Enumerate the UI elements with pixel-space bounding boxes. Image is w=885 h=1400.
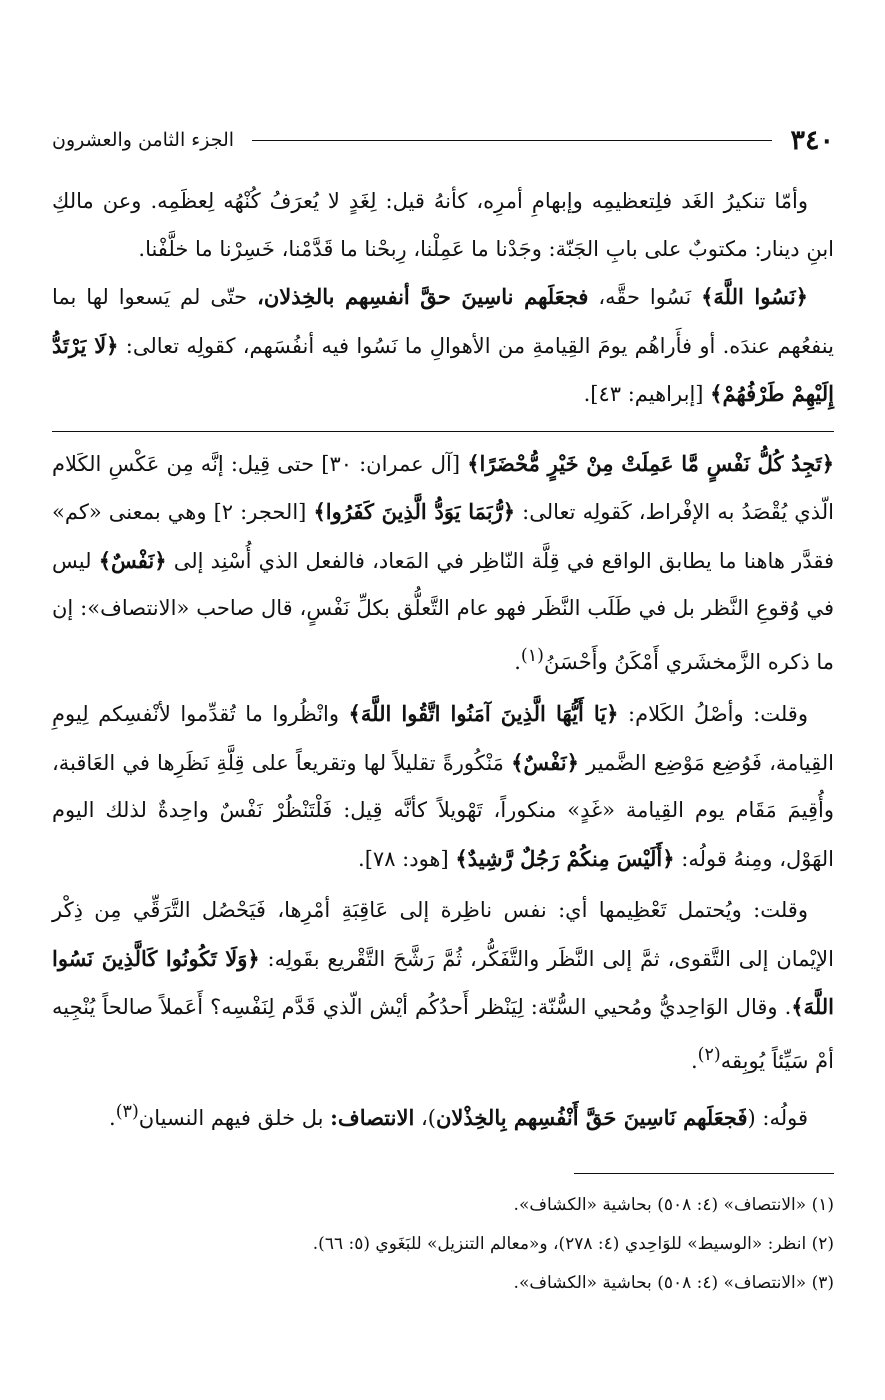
page-number: ٣٤٠ (790, 124, 834, 156)
text-run: قولُه: ( (747, 1106, 808, 1130)
book-page (52, 118, 834, 1303)
quran-quote: ﴿رُّبَمَا يَوَدُّ الَّذِينَ كَفَرُوا﴾ (313, 499, 516, 524)
quran-quote: ﴿نَفْسٌ﴾ (511, 749, 579, 775)
commentary-paragraph-1 (52, 440, 834, 687)
footnote-2: (٢) انظر: «الوسيط» للوَاحِدي (٤: ٢٧٨)، و«معالم التنزيل» للبَغَوي (٥: ٦٦). (312, 1233, 834, 1254)
quran-quote: ﴿يَا أَيُّهَا الَّذِينَ آمَنُوا اتَّقُوا اللَّهَ﴾ (348, 701, 619, 726)
text-run: [آل عمران: ٣٠] حتى قِيل: إنَّه مِن عَكْسِ الكَلام الّذي يُقْصَدُ به الإفْراط، كَقولِه تعالى: (52, 451, 834, 524)
text-run: [الحجر: ٢] وهي بمعنى «كم» فقدَّر هاهنا ما يطابق الواقع في قِلَّة النّاظِر في المَعاد، فالفعل الذي أُسْنِد إلى (52, 500, 835, 573)
footnotes (52, 1186, 834, 1303)
page-header (52, 118, 834, 162)
quran-quote: ﴿لَا يَرْتَدُّ إِلَيْهِمْ طَرْفُهُمْ﴾ (52, 332, 834, 406)
text-run: وقلت: ويُحتمل تَعْظِيمها أي: نفس ناظِرة إلى عَاقِبَةِ أمْرِها، فَيَحْصُل التَّرَقِّي مِن ذِكْر الإيْمان إلى التَّقوى، ثمَّ إلى النَّظَر والتَّفَكُّر، ثُمَّ رَشَّحَ التَّقْريع بقَولِه: (52, 898, 834, 971)
footnote-marker[interactable]: (٢) (697, 1044, 721, 1065)
commentary-paragraph-3 (52, 887, 834, 1085)
text-run: وانْظُروا ما تُقدِّموا لأنْفسِكم لِيومِ القِيامة، فَوُضِع مَوْضِع الضَّمير (52, 702, 835, 775)
text-run: بل خلق فيهم النسيان (138, 1106, 331, 1130)
main-paragraph-1: وأمّا تنكيرُ الغَد فلِتعظيمِه وإبهامِ أمرِه، كأنهُ قيل: لِغَدٍ لا يُعرَفُ كُنْهُه لِعظَمِه. وعن مالكِ ابنِ دينار: مكتوبٌ على بابِ الجَنّة: وجَدْنا ما عَمِلْنا، رِبحْنا ما قَدَّمْنا، خَسِرْنا ما خلَّفْنا. (52, 189, 834, 261)
quran-quote: ﴿أَلَيْسَ مِنكُمْ رَجُلٌ رَّشِيدٌ﴾ (455, 845, 675, 871)
text-run: مَنْكُورةً تقليلاً لها وتقريعاً على قِلَّةِ نَظَرِها في العَاقبة، وأُقِيمَ مَقَام يوم القِيامة «غَدٍ» منكوراً، تَهْويلاً كأنَّه قِيل: فَلْتَنْظُرْ نَفْسٌ واحِدةٌ لذلك اليوم الهَوْل، ومِنهُ قولُه: (52, 750, 834, 871)
text-run: . (690, 1048, 698, 1073)
text-run: . وقال الوَاحِديُّ ومُحيي السُّنّة: لِيَنْظر أَحدُكُم أيْش الّذي قَدَّم لِنَفْسِه؟ أَعَملاً صالحاً يُنْجِيه أمْ سَيِّئاً يُوبِقه (52, 995, 834, 1073)
bold-phrase: الانتصاف: (330, 1105, 415, 1130)
quran-quote: ﴿تَجِدُ كُلُّ نَفْسٍ مَّا عَمِلَتْ مِنْ خَيْرٍ مُّحْضَرًا﴾ (467, 450, 835, 476)
text-run: . (109, 1106, 116, 1130)
text-run: )، (414, 1106, 436, 1130)
verse-reference: [إبراهيم: ٤٣]. (583, 382, 711, 406)
quran-quote: ﴿نَفْسٌ﴾ (98, 547, 167, 573)
footnote-marker[interactable]: (٣) (115, 1102, 139, 1122)
footnote-3: (٣) «الانتصاف» (٤: ٥٠٨) بحاشية «الكشاف». (513, 1272, 834, 1293)
quran-quote: ﴿نَسُوا اللَّهَ﴾ (701, 284, 808, 309)
text-run: حتّى لم يَسعوا لها بما ينفعُهم عندَه. أو فأَراهُم يومَ القِيامةِ من الأهوالِ ما نَسُوا فيه أنفُسَهم، كقولِه تعالى: (52, 285, 834, 358)
footnote-1: (١) «الانتصاف» (٤: ٥٠٨) بحاشية «الكشاف». (513, 1194, 834, 1215)
text-run: نَسُوا حقَّه، (588, 285, 702, 309)
running-title: الجزء الثامن والعشرون (52, 129, 235, 151)
section-divider (52, 431, 834, 432)
text-run: . (514, 649, 521, 674)
commentary-paragraph-4 (52, 1089, 834, 1143)
verse-reference: [هود: ٧٨]. (358, 846, 456, 871)
bold-phrase: فَجعَلَهم نَاسِينَ حَقَّ أَنْفُسِهم بِالخِذْلان (435, 1105, 748, 1130)
footnote-rule (574, 1173, 834, 1174)
main-paragraph-2 (52, 273, 834, 419)
commentary-paragraph-2 (52, 690, 834, 883)
header-rule (252, 140, 772, 141)
text-run: ليس في وُقوعِ النَّظر بل في طَلَب النَّظَر فهو عام التَّعلُّق بكلِّ نَفْسٍ، قال صاحب «الانتصاف»: إن ما ذكره الزَّمخشَري أَمْكَنُ وأَحْسَنُ (52, 548, 834, 674)
quran-quote: ﴿وَلَا تَكُونُوا كَالَّذِينَ نَسُوا اللَّهَ﴾ (52, 945, 834, 1019)
main-text (52, 178, 834, 419)
bold-phrase: فجعَلَهم ناسِينَ حقَّ أنفسِهم بالخِذلان، (257, 284, 589, 309)
commentary-text (52, 440, 834, 1143)
text-run: وقلت: وأصْلُ الكَلام: (618, 702, 808, 726)
footnote-marker[interactable]: (١) (520, 645, 544, 666)
